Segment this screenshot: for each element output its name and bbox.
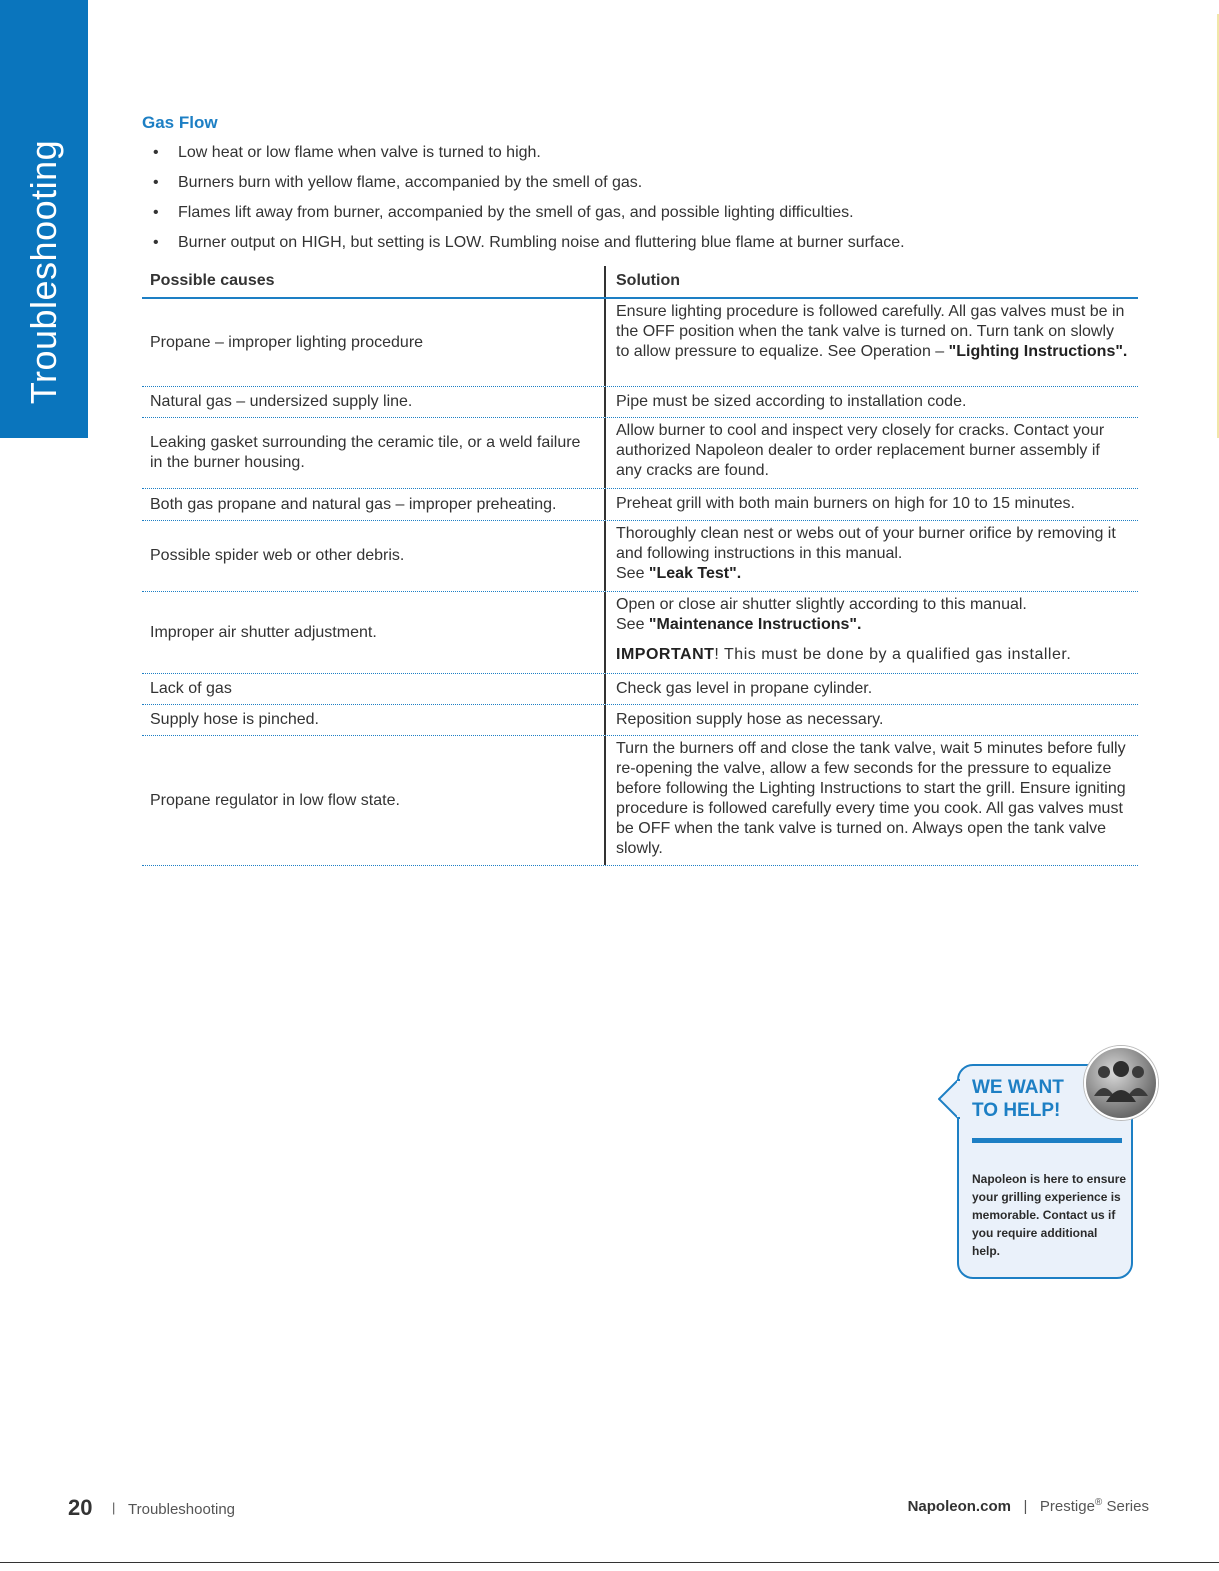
side-tab-label: Troubleshooting: [23, 139, 64, 405]
symptom-list: [150, 140, 1140, 260]
help-title: WE WANT TO HELP!: [972, 1077, 1064, 1121]
cause-cell: Possible spider web or other debris.: [150, 547, 405, 564]
footer-series-name: Prestige: [1039, 1498, 1095, 1515]
solution-cell: Check gas level in propane cylinder.: [604, 674, 1138, 704]
people-group-icon: [1084, 1046, 1158, 1120]
header-solution: Solution: [604, 266, 1138, 297]
footer-site: Napoleon.com: [907, 1498, 1011, 1515]
solution-cell: Open or close air shutter slightly according to this manual. See "Maintenance Instructions". IMPORTANT! This must be done by a qualified gas installer.: [604, 592, 1138, 673]
cause-cell: Propane – improper lighting procedure: [150, 333, 424, 351]
table-row: [142, 592, 1138, 674]
solution-cell: Thoroughly clean nest or webs out of your burner orifice by removing it and following instructions in this manual. See "Leak Test".: [604, 521, 1138, 591]
list-item: • Burners burn with yellow flame, accompanied by the smell of gas.: [150, 170, 1140, 200]
list-item: • Burner output on HIGH, but setting is LOW. Rumbling noise and fluttering blue flame at burner surface.: [150, 230, 1140, 260]
footer-separator: |: [112, 1500, 116, 1515]
bullet-icon: •: [153, 204, 159, 221]
side-tab: [0, 0, 88, 438]
bullet-icon: •: [153, 144, 159, 161]
table-row: [142, 674, 1138, 705]
important-note: IMPORTANT! This must be done by a qualified gas installer.: [616, 646, 1072, 663]
list-item: • Flames lift away from burner, accompanied by the smell of gas, and possible lighting difficulties.: [150, 200, 1140, 230]
table-header-row: [142, 266, 1138, 299]
solution-cell: Pipe must be sized according to installation code.: [604, 387, 1138, 417]
table-row: [142, 705, 1138, 736]
footer-section-label: Troubleshooting: [128, 1501, 236, 1518]
table-row: [142, 489, 1138, 521]
cause-cell: Propane regulator in low flow state.: [150, 791, 400, 809]
table-row: [142, 736, 1138, 866]
solution-cell: Reposition supply hose as necessary.: [604, 705, 1138, 735]
page-number: 20: [68, 1495, 93, 1520]
solution-cell: Preheat grill with both main burners on high for 10 to 15 minutes.: [604, 489, 1138, 520]
section-title: Gas Flow: [142, 113, 218, 132]
help-divider: [972, 1138, 1122, 1143]
header-possible-causes: Possible causes: [150, 272, 275, 289]
solution-cell: Turn the burners off and close the tank valve, wait 5 minutes before fully re-opening the valve, allow a few seconds for the pressure to equalize before following the Lighting Instructions to start the grill. Ensure igniting procedure is followed carefully every time you cook. All gas valves must be OFF when the tank valve is turned on. Always open the tank valve slowly.: [604, 736, 1138, 865]
cause-cell: Improper air shutter adjustment.: [150, 623, 377, 641]
footer-brand: Napoleon.com | Prestige® Series: [907, 1497, 1149, 1515]
footer-series-suffix: Series: [1106, 1498, 1149, 1515]
table-row: [142, 521, 1138, 592]
callout-pointer-icon: [938, 1079, 960, 1119]
solution-cell: Allow burner to cool and inspect very closely for cracks. Contact your authorized Napoleon dealer to order replacement burner assembly if any cracks are found.: [604, 418, 1138, 488]
cause-cell: Leaking gasket surrounding the ceramic tile, or a weld failure in the burner housing.: [150, 434, 581, 471]
table-row: [142, 418, 1138, 489]
help-body: Napoleon is here to ensure your grilling experience is memorable. Contact us if you require additional help.: [972, 1172, 1127, 1258]
cause-cell: Both gas propane and natural gas – improper preheating.: [150, 495, 557, 513]
cause-cell: Lack of gas: [150, 680, 232, 697]
table-row: [142, 387, 1138, 418]
table-row: [142, 299, 1138, 387]
cause-cell: Natural gas – undersized supply line.: [150, 393, 413, 410]
cause-cell: Supply hose is pinched.: [150, 711, 319, 728]
solution-cell: Ensure lighting procedure is followed carefully. All gas valves must be in the OFF position when the tank valve is turned on. Turn tank on slowly to allow pressure to equalize. See Operation – "Lighting Instructions".: [604, 299, 1138, 386]
bottom-rule: [0, 1562, 1219, 1563]
list-item: • Low heat or low flame when valve is turned to high.: [150, 140, 1140, 170]
troubleshooting-table: [142, 266, 1138, 866]
bullet-icon: •: [153, 234, 159, 251]
bullet-icon: •: [153, 174, 159, 191]
